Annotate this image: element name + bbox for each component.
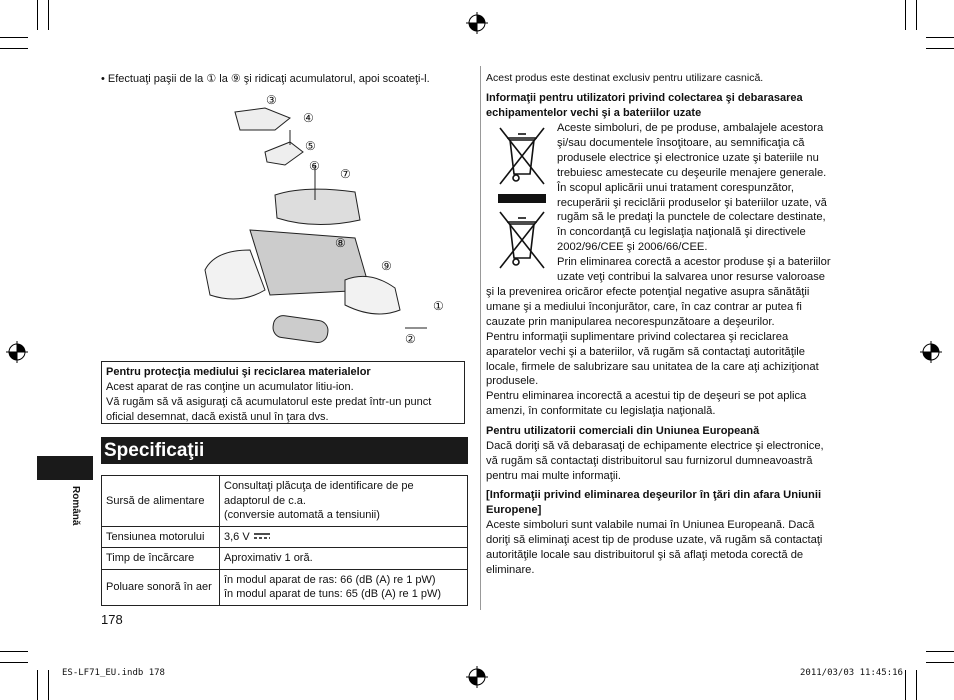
- language-label: Română: [70, 486, 81, 526]
- text-line: Dacă doriţi să vă debarasaţi de echipamente electrice şi electronice,: [486, 440, 824, 452]
- dc-symbol-icon: [253, 532, 271, 540]
- spec-value: [220, 526, 468, 548]
- text-line: Prin eliminarea corectă a acestor produse şi a bateriilor: [557, 256, 831, 269]
- spec-value: [220, 476, 468, 527]
- black-bar-symbol: [498, 194, 546, 203]
- text-line: Aceste simboluri sunt valabile numai în Uniunea Europeană. Dacă: [486, 519, 815, 531]
- spec-value: [220, 569, 468, 605]
- spec-value-line: 3,6 V: [224, 530, 250, 543]
- table-row: [102, 526, 468, 548]
- footer-file-info: ES-LF71_EU.indb 178: [62, 668, 165, 678]
- crop-mark: [0, 651, 28, 652]
- spec-label: Sursă de alimentare: [102, 476, 220, 527]
- crossed-out-bin-icon: [496, 208, 548, 274]
- diagram-label: ⑤: [305, 139, 316, 153]
- text-line: produsele electrice şi electronice uzate şi bateriile nu: [557, 151, 819, 164]
- text-line: cauzate prin manipularea necorespunzătoare a deşeurilor.: [486, 315, 775, 328]
- specifications-table: [101, 475, 468, 606]
- crop-mark: [48, 670, 49, 700]
- text-line: umane şi a mediului înconjurător, care, în caz contrar ar putea fi: [486, 300, 802, 313]
- table-row: [102, 476, 468, 527]
- diagram-label: ⑦: [340, 167, 351, 181]
- disassembly-diagram: [195, 90, 445, 348]
- spec-value-line: Consultaţi plăcuţa de identificare de pe: [224, 480, 414, 492]
- diagram-label: ①: [433, 299, 444, 313]
- section-heading: Pentru utilizatorii comerciali din Uniunea Europeană: [486, 425, 760, 437]
- crop-mark: [0, 662, 28, 663]
- environment-title: Pentru protecţia mediului şi reciclarea materialelor: [106, 366, 371, 378]
- crop-mark: [0, 48, 28, 49]
- page-number: 178: [101, 612, 123, 627]
- text-line: recuperării şi reciclării produselor şi bateriilor uzate, vă: [557, 196, 827, 209]
- diagram-label: ③: [266, 93, 277, 107]
- spec-value-line: în modul aparat de ras: 66 (dB (A) re 1 pW): [224, 573, 436, 586]
- crop-mark: [916, 0, 917, 30]
- spec-label: Poluare sonoră în aer: [102, 569, 220, 605]
- text-line: produsele.: [486, 375, 539, 388]
- registration-target-icon: [466, 666, 488, 688]
- section-heading: [486, 91, 803, 121]
- crop-mark: [48, 0, 49, 30]
- text-line: autorităţile locale sau distribuitorul şi să aflaţi metoda corectă de: [486, 548, 804, 561]
- crop-mark: [0, 37, 28, 38]
- crop-mark: [905, 670, 906, 700]
- text-line: şi la prevenirea oricăror efecte potenţial negative asupra sănătăţii: [486, 286, 810, 298]
- paragraph: [486, 285, 819, 419]
- diagram-label: ②: [405, 332, 416, 346]
- registration-target-icon: [6, 341, 28, 363]
- heading-line: echipamentelor vechi şi a bateriilor uzate: [486, 107, 702, 119]
- crop-mark: [37, 670, 38, 700]
- registration-target-icon: [466, 12, 488, 34]
- crop-mark: [926, 662, 954, 663]
- text-line: 2002/96/CEE şi 2006/66/CEE.: [557, 241, 708, 254]
- text-line: În scopul aplicării unui tratament corespunzător,: [557, 181, 794, 194]
- text-line: vă rugăm să contactaţi distribuitorul sau furnizorul dumneavoastră: [486, 454, 813, 467]
- spec-value-line: (conversie automată a tensiunii): [224, 509, 380, 521]
- text-line: eliminare.: [486, 563, 535, 576]
- text-line: amenzi, în conformitate cu legislaţia naţională.: [486, 405, 716, 418]
- spec-value-line: în modul aparat de tuns: 65 (dB (A) re 1 pW): [224, 588, 442, 600]
- crossed-out-bin-icon: [496, 124, 548, 190]
- text-line: locale, firmele de salubrizare sau unitatea de la care aţi achiziţionat: [486, 360, 819, 373]
- paragraph: [486, 518, 822, 578]
- specifications-heading: Specificaţii: [101, 437, 468, 464]
- paragraph: Acest produs este destinat exclusiv pentru utilizare casnică.: [486, 72, 764, 84]
- text-line: pentru mai multe informaţii.: [486, 469, 621, 482]
- spec-label: Timp de încărcare: [102, 548, 220, 570]
- column-divider: [480, 66, 481, 610]
- text-line: Pentru eliminarea incorectă a acestui tip de deşeuri se pot aplica: [486, 390, 807, 403]
- heading-line: [Informaţii privind eliminarea deşeurilor în ţări din afara Uniunii: [486, 489, 822, 501]
- paragraph: [486, 439, 824, 484]
- text-line: Aceste simboluri, de pe produse, ambalajele acestora: [557, 122, 824, 134]
- diagram-label: ⑧: [335, 236, 346, 250]
- text-line: doriţi să eliminaţi acest tip de produse uzate, vă rugăm să contactaţi: [486, 533, 823, 546]
- crop-mark: [926, 37, 954, 38]
- text-line: uzate veţi contribui la salvarea unor resurse valoroase: [557, 271, 826, 284]
- text-line: aparatelor vechi şi a bateriilor, vă rugăm să contactaţi autorităţile: [486, 345, 806, 358]
- heading-line: Informaţii pentru utilizatori privind colectarea şi debarasarea: [486, 92, 803, 104]
- environment-text: Acest aparat de ras conţine un acumulator litiu-ion.: [106, 381, 354, 393]
- text-line: în concordanţă cu legislaţia naţională şi directivele: [557, 226, 806, 239]
- table-row: [102, 548, 468, 570]
- diagram-label: ⑨: [381, 259, 392, 273]
- heading-line: Europene]: [486, 503, 542, 516]
- crop-mark: [905, 0, 906, 30]
- crop-mark: [926, 651, 954, 652]
- crop-mark: [926, 48, 954, 49]
- text-line: trebuiesc amestecate cu deşeurile menajere generale.: [557, 166, 827, 179]
- section-heading: [486, 488, 821, 518]
- diagram-label: ⑥: [309, 159, 320, 173]
- text-line: rugăm să le predaţi la punctele de colectare destinate,: [557, 211, 826, 224]
- spec-label: Tensiunea motorului: [102, 526, 220, 548]
- disassembly-instruction: • Efectuaţi paşii de la ① la ⑨ şi ridicaţi acumulatorul, apoi scoateţi-l.: [101, 73, 430, 85]
- table-row: [102, 569, 468, 605]
- environment-box: [101, 361, 465, 424]
- text-line: Pentru informaţii suplimentare privind colectarea şi reciclarea: [486, 330, 789, 343]
- environment-text: Vă rugăm să vă asiguraţi că acumulatorul este predat într-un punct: [106, 396, 432, 408]
- spec-value: Aproximativ 1 oră.: [220, 548, 468, 570]
- indented-paragraph: [557, 121, 831, 285]
- diagram-label: ④: [303, 111, 314, 125]
- crop-mark: [916, 670, 917, 700]
- crop-mark: [37, 0, 38, 30]
- spec-value-line: adaptorul de c.a.: [224, 494, 306, 507]
- registration-target-icon: [920, 341, 942, 363]
- text-line: şi/sau documentele însoţitoare, au semnificaţia că: [557, 136, 805, 149]
- language-tab: [37, 456, 93, 480]
- environment-text: oficial desemnat, dacă există unul în ţara dvs.: [106, 411, 329, 423]
- footer-timestamp: 2011/03/03 11:45:16: [800, 668, 903, 678]
